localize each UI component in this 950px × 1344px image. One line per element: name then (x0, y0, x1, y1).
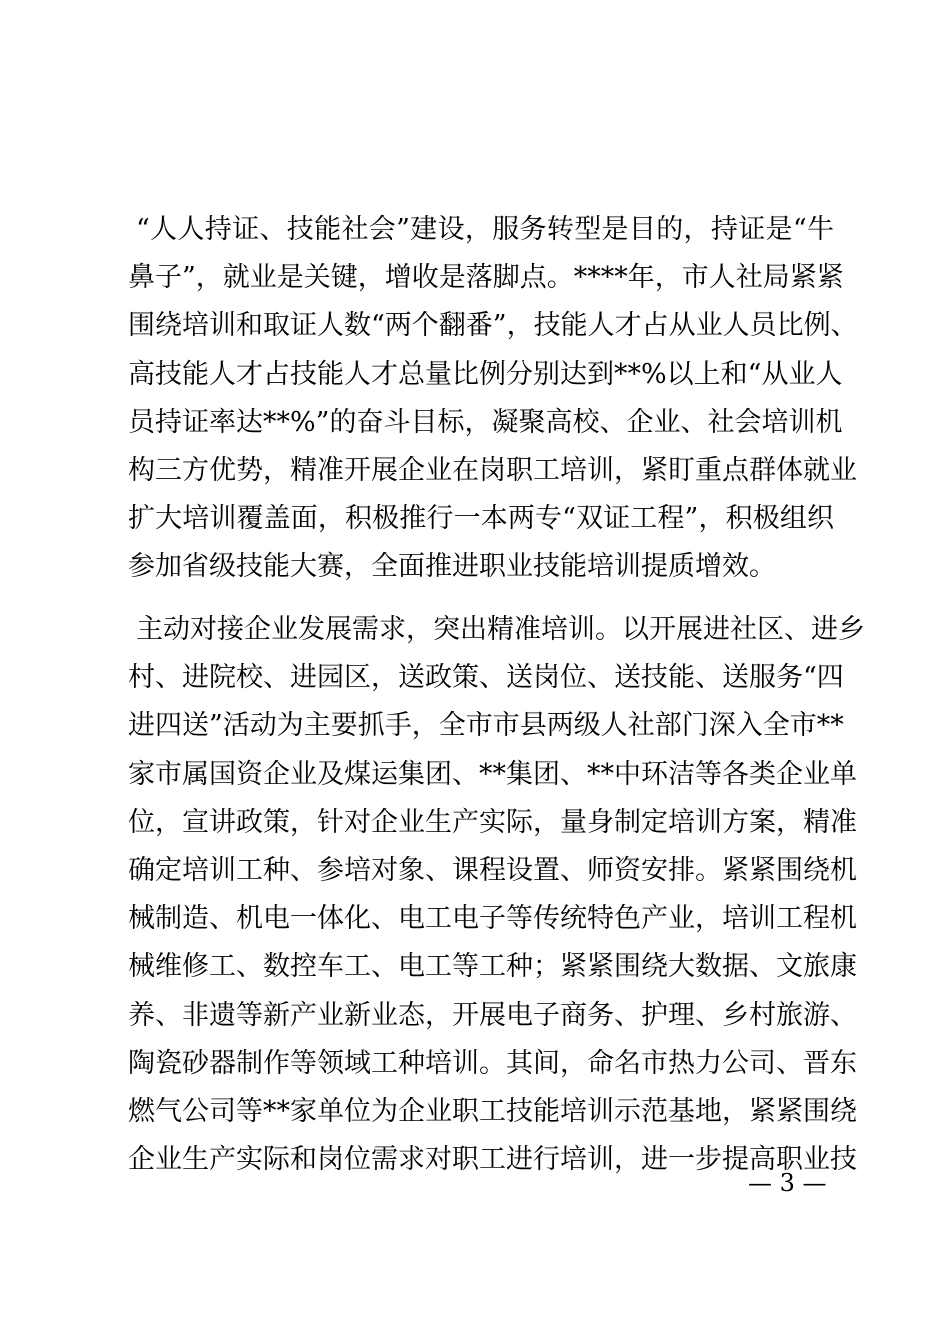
text-line: 陶瓷砂器制作等领域工种培训。其间，命名市热力公司、晋东 (128, 1047, 857, 1079)
text-line: 位，宣讲政策，针对企业生产实际，量身制定培训方案，精准 (128, 806, 857, 838)
paragraph-skills-society (128, 206, 858, 592)
text-line: 鼻子”，就业是关键，增收是落脚点。****年，市人社局紧紧 (128, 262, 844, 294)
text-line: 械维修工、数控车工、电工等工种；紧紧围绕大数据、文旅康 (128, 951, 857, 983)
text-line: 围绕培训和取证人数“两个翻番”，技能人才占从业人员比例、 (128, 310, 858, 342)
text-line: “人人持证、技能社会”建设，服务转型是目的，持证是“牛 (136, 214, 834, 245)
text-line: 家市属国资企业及煤运集团、**集团、**中环洁等各类企业单 (128, 758, 857, 790)
text-line: 进四送”活动为主要抓手，全市市县两级人社部门深入全市** (128, 710, 844, 742)
text-line: 燃气公司等**家单位为企业职工技能培训示范基地，紧紧围绕 (128, 1095, 857, 1127)
text-line: 确定培训工种、参培对象、课程设置、师资安排。紧紧围绕机 (128, 854, 857, 886)
text-line: 主动对接企业发展需求，突出精准培训。以开展进社区、进乡 (136, 614, 865, 645)
text-line: 械制造、机电一体化、电工电子等传统特色产业，培训工程机 (128, 903, 857, 935)
text-line: 村、进院校、进园区，送政策、送岗位、送技能、送服务“四 (128, 662, 844, 694)
text-line: 员持证率达**%”的奋斗目标，凝聚高校、企业、社会培训机 (128, 406, 843, 438)
text-line: 参加省级技能大赛，全面推进职业技能培训提质增效。 (128, 551, 776, 583)
text-line: 扩大培训覆盖面，积极推行一本两专“双证工程”，积极组织 (128, 503, 834, 535)
text-line: 企业生产实际和岗位需求对职工进行培训，进一步提高职业技 (128, 1144, 857, 1176)
text-line: 构三方优势，精准开展企业在岗职工培训，紧盯重点群体就业 (128, 454, 857, 486)
page-number: — 3 — (748, 1169, 827, 1197)
text-line: 养、非遗等新产业新业态，开展电子商务、护理、乡村旅游、 (128, 999, 857, 1031)
text-line: 高技能人才占技能人才总量比例分别达到**%以上和“从业人 (128, 358, 843, 390)
paragraph-precise-training (128, 606, 865, 1184)
